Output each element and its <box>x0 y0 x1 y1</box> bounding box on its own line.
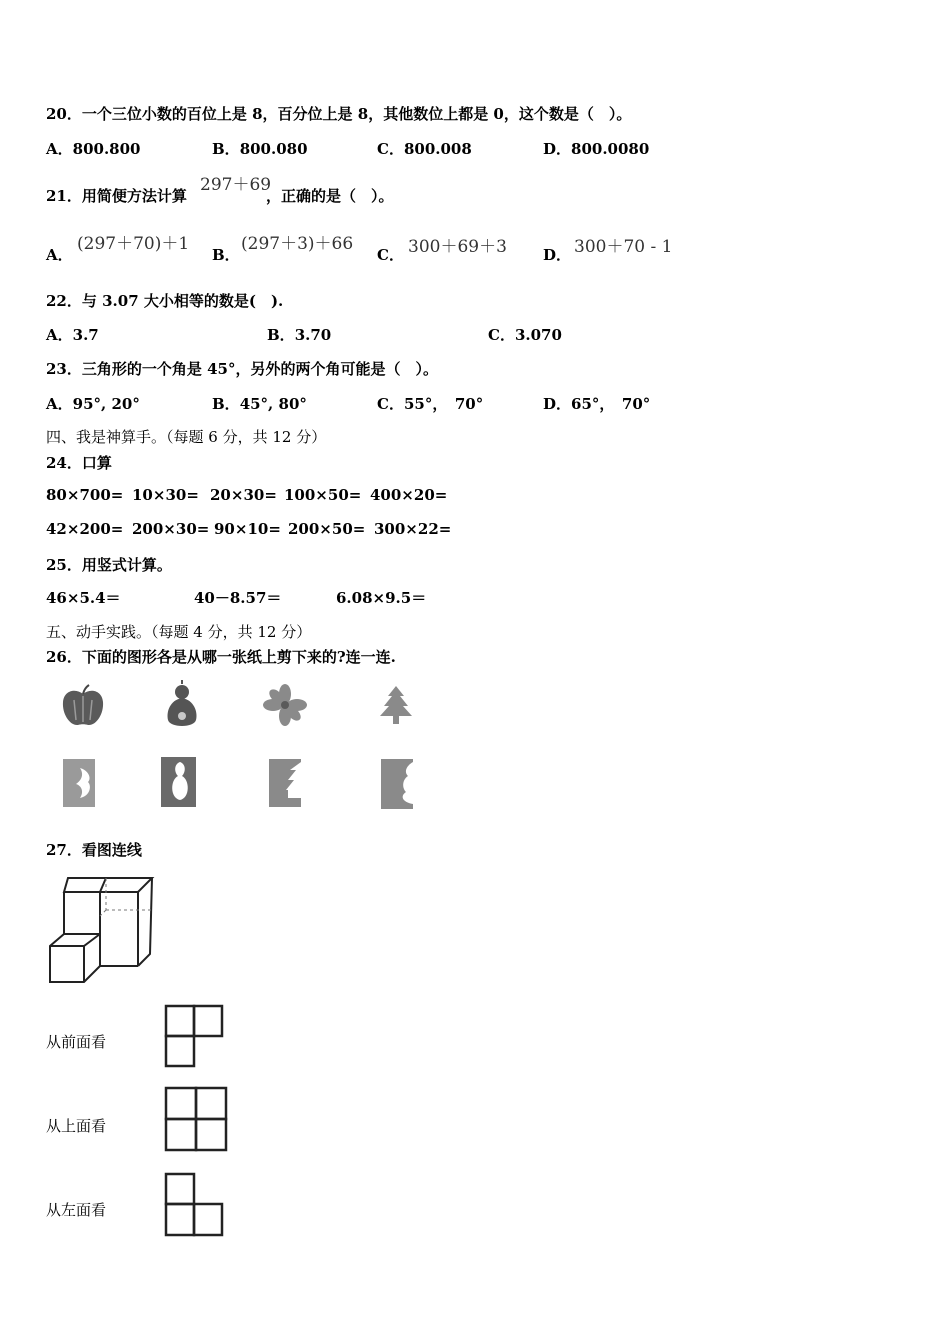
option-letter: C． <box>377 395 404 413</box>
option-text: 3.070 <box>514 326 562 344</box>
q24-stem: 24．口算 <box>46 454 112 472</box>
q24-item: 10×30= <box>132 486 199 504</box>
q20-stem: 20．一个三位小数的百位上是 8，百分位上是 8，其他数位上都是 0，这个数是（ ）。 <box>46 105 632 123</box>
top-view-grid <box>162 1084 230 1154</box>
cube-solid-figure <box>46 870 158 988</box>
q22-stem: 22．与 3.07 大小相等的数是( ). <box>46 292 284 310</box>
q25-stem: 25．用竖式计算。 <box>46 556 172 574</box>
option-text: 3.70 <box>294 326 332 344</box>
left-view-grid <box>162 1170 226 1240</box>
option-text: 55°， 70° <box>403 395 484 413</box>
q21-option-b-expr: (297＋3)＋66 <box>241 234 354 254</box>
q25-item: 6.08×9.5＝ <box>336 589 427 607</box>
view-label-left: 从左面看 <box>46 1201 107 1219</box>
q24-item: 80×700= <box>46 486 124 504</box>
q21-option-c-letter: C． <box>377 246 404 264</box>
q24-item: 20×30= <box>210 486 277 504</box>
option-letter: A． <box>46 140 73 158</box>
q20-option-b <box>212 138 308 159</box>
q23-option-a <box>46 393 140 414</box>
option-letter: D． <box>543 395 572 413</box>
q21-expression: 297＋69 <box>200 175 272 195</box>
q23-stem: 23．三角形的一个角是 45°，另外的两个角可能是（ ）。 <box>46 360 438 378</box>
q20-option-a <box>46 138 141 159</box>
q20-option-d <box>543 138 649 159</box>
option-text: 65°， 70° <box>571 395 651 413</box>
q24-item: 42×200= <box>46 520 124 538</box>
q22-option-c <box>488 324 562 345</box>
q26-stem: 26．下面的图形各是从哪一张纸上剪下来的?连一连. <box>46 648 396 666</box>
q25-item: 46×5.4＝ <box>46 589 121 607</box>
paper-4-icon <box>380 758 414 810</box>
q24-item: 200×50= <box>288 520 366 538</box>
option-letter: C． <box>488 326 515 344</box>
tree-shape-icon <box>376 684 416 728</box>
q24-item: 90×10= <box>214 520 281 538</box>
q23-option-d <box>543 393 650 414</box>
q21-stem-suffix: ，正确的是（ ）。 <box>266 187 394 205</box>
q21-stem-prefix: 21．用简便方法计算 <box>46 187 187 205</box>
option-letter: B． <box>267 326 295 344</box>
section-5-title: 五、动手实践。（每题 4 分，共 12 分） <box>46 623 312 641</box>
option-letter: B． <box>212 395 240 413</box>
option-text: 800.080 <box>239 140 308 158</box>
option-letter: C． <box>377 140 404 158</box>
q24-item: 100×50= <box>284 486 362 504</box>
q21-option-a-letter: A． <box>46 246 73 264</box>
paper-3-icon <box>268 758 302 808</box>
option-text: 3.7 <box>72 326 99 344</box>
gourd-shape-icon <box>162 682 202 730</box>
paper-1-icon <box>62 758 96 808</box>
apple-shape-icon <box>58 684 108 728</box>
q22-option-b <box>267 324 331 345</box>
section-4-title: 四、我是神算手。（每题 6 分，共 12 分） <box>46 428 327 446</box>
q21-option-c-expr: 300＋69＋3 <box>408 237 507 257</box>
q21-option-d-letter: D． <box>543 246 572 264</box>
q21-option-a-expr: (297＋70)＋1 <box>77 234 190 254</box>
view-label-front: 从前面看 <box>46 1033 107 1051</box>
view-label-top: 从上面看 <box>46 1117 107 1135</box>
q23-option-b <box>212 393 307 414</box>
front-view-grid <box>162 1002 226 1070</box>
q23-option-c <box>377 393 483 414</box>
flower-shape-icon <box>262 684 308 726</box>
q24-item: 400×20= <box>370 486 448 504</box>
q27-stem: 27．看图连线 <box>46 841 142 859</box>
option-text: 95°, 20° <box>72 395 140 413</box>
q24-item: 200×30= <box>132 520 210 538</box>
option-letter: B． <box>212 140 240 158</box>
q22-option-a <box>46 324 99 345</box>
q21-option-d-expr: 300＋70 - 1 <box>574 237 673 257</box>
paper-2-icon <box>160 756 200 808</box>
option-text: 45°, 80° <box>239 395 307 413</box>
option-text: 800.008 <box>403 140 472 158</box>
q24-item: 300×22= <box>374 520 452 538</box>
option-letter: D． <box>543 140 572 158</box>
q25-item: 40－8.57＝ <box>194 589 282 607</box>
option-text: 800.800 <box>72 140 141 158</box>
q21-option-b-letter: B． <box>212 246 240 264</box>
option-letter: A． <box>46 395 73 413</box>
option-letter: A． <box>46 326 73 344</box>
option-text: 800.0080 <box>571 140 650 158</box>
q20-option-c <box>377 138 472 159</box>
